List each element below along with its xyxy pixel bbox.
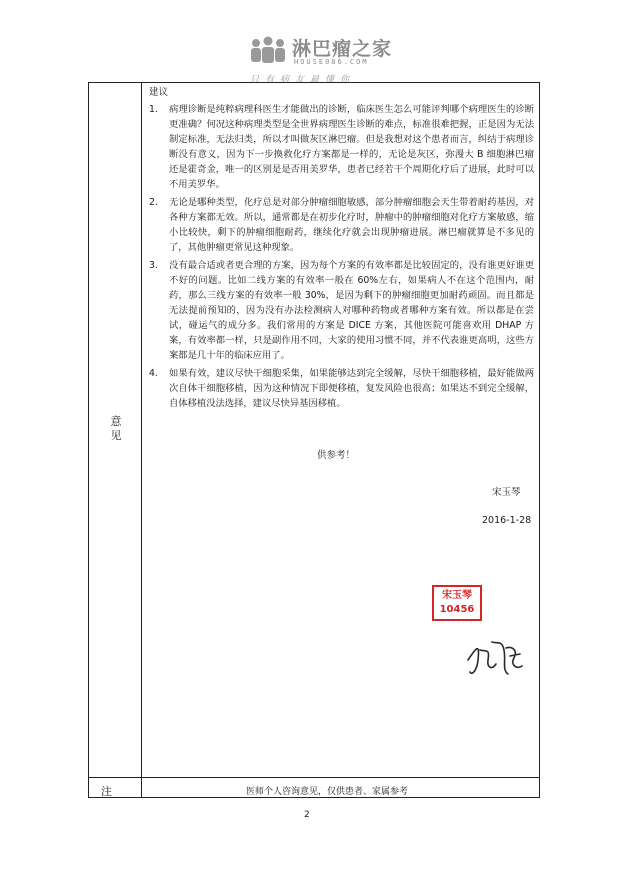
row-divider bbox=[89, 777, 539, 778]
advice-item-text: 病理诊断是纯粹病理科医生才能做出的诊断，临床医生怎么可能评判哪个病理医生的诊断更准确？何况这种病理类型是全世界病理医生诊断的难点，标准很难把握，正是因为无法制定标准，无法归类，所以才叫做灰区淋巴瘤。但是我想对这个患者而言，纠结于病理诊断没有意义，因为下一步換救化疗方案都是一样的，无论是灰区，弥漫大 B 细胞淋巴瘤还是霍奇金，唯一的区别是是否用美罗华，患者已经若干个周期化疗后了进展，此时可以不用美罗华。 bbox=[169, 104, 534, 190]
advice-item bbox=[149, 258, 534, 363]
opinion-form-table bbox=[88, 82, 540, 798]
advice-item-number: 2. bbox=[149, 197, 158, 208]
doctor-seal-stamp bbox=[432, 585, 482, 621]
advice-content bbox=[149, 85, 534, 414]
advice-item bbox=[149, 102, 534, 192]
advice-item bbox=[149, 366, 534, 411]
signer-name: 宋玉琴 bbox=[492, 487, 521, 498]
advice-title: 建议 bbox=[149, 87, 169, 98]
note-text: 医师个人咨询意见，仅供患者、家属参考 bbox=[246, 787, 409, 797]
logo-url: HOUSE086.COM bbox=[294, 58, 369, 66]
advice-item-text: 如果有效，建议尽快干细胞采集，如果能够达到完全缓解，尽快干细胞移植，最好能做两次自体干细胞移植，因为这种情况下即便移植，复发风险也很高；如果达不到完全缓解，自体移植没法选择，建议尽快异基因移植。 bbox=[169, 368, 534, 409]
stamp-number: 10456 bbox=[439, 604, 475, 615]
advice-item-number: 1. bbox=[149, 104, 158, 115]
advice-item-text: 没有最合适或者更合理的方案，因为每个方案的有效率都是比较固定的，没有谁更好谁更不好的问题。比如二线方案的有效率一般在 60%左右，如果病人不在这个范围内，耐药，那么三线方案的有效率一般 30%，是因为剩下的肿瘤细胞更加耐药顽固。而且都是无法提前预知的，因为没有办法检测病人对哪种药物或者哪种方案有效。所以都是在尝试，碰运气的成分多。我们常用的方案是 DICE 方案，其他医院可能喜欢用 DHAP 方案，有效率都一样，只是副作用不同，大家的使用习惯不同，并不代表谁更高明，这些方案都是几十年的临床应用了。 bbox=[169, 260, 534, 361]
closing-text: 供参考！ bbox=[317, 450, 356, 461]
advice-item-text: 无论是哪种类型，化疗总是对部分肿瘤细胞敏感，部分肿瘤细胞会天生带着耐药基因，对各种方案都无效。所以，通常都是在初步化疗时，肿瘤中的肿瘤细胞对化疗方案敏感，缩小比较快，剩下的肿瘤细胞耐药，继续化疗就会出现肿瘤进展。淋巴瘤就算是不多见的了，其他肿瘤更常见这种现象。 bbox=[169, 197, 534, 253]
page-header bbox=[0, 30, 624, 90]
note-label: 注 bbox=[101, 785, 112, 798]
logo-name: 淋巴瘤之家 bbox=[292, 38, 393, 60]
advice-item-number: 4. bbox=[149, 368, 158, 379]
column-divider bbox=[141, 83, 142, 797]
logo-people-icon bbox=[248, 36, 288, 66]
opinion-label: 意见 bbox=[110, 415, 122, 442]
stamp-name: 宋玉琴 bbox=[442, 590, 472, 601]
logo-tagline: 只有病友最懂你 bbox=[250, 75, 356, 85]
advice-item bbox=[149, 195, 534, 255]
page-number: 2 bbox=[304, 810, 310, 820]
signature-date: 2016-1-28 bbox=[482, 515, 532, 526]
handwritten-signature bbox=[462, 630, 526, 680]
advice-item-number: 3. bbox=[149, 260, 158, 271]
